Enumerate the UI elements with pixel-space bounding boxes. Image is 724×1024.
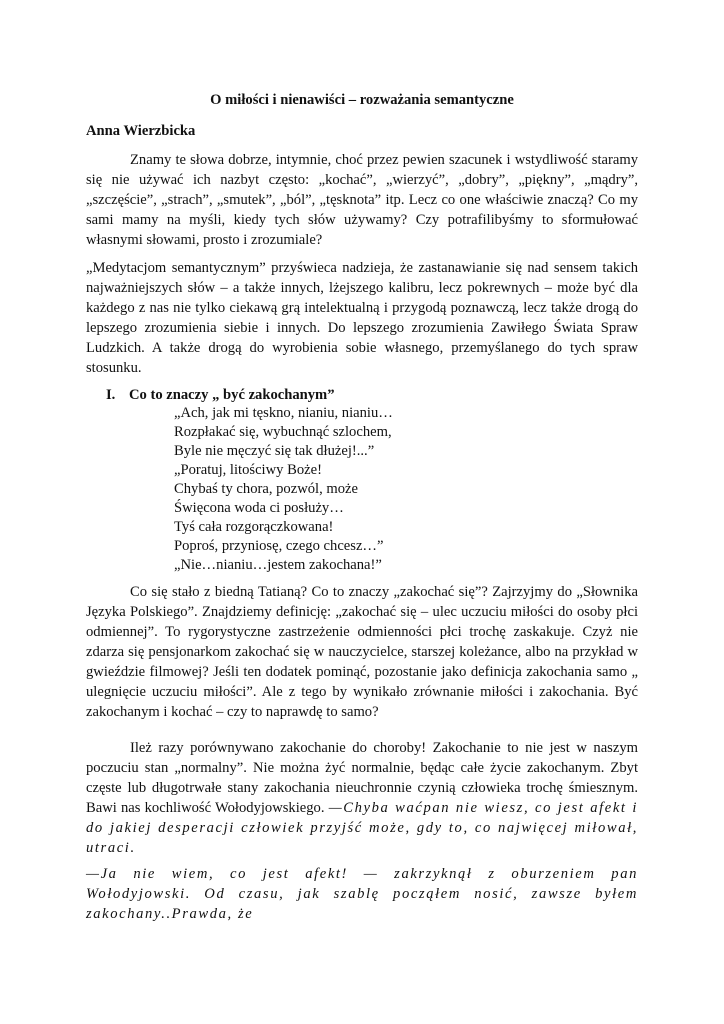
poem-line: „Ach, jak mi tęskno, nianiu, nianiu… bbox=[174, 405, 393, 421]
poem-block bbox=[174, 404, 393, 575]
poem-line: Poproś, przyniosę, czego chcesz…” bbox=[174, 538, 384, 554]
paragraph-3: Co się stało z biedną Tatianą? Co to znaczy „zakochać się”? Zajrzyjmy do „Słownika Języka Polskiego”. Znajdziemy definicję: „zakochać się – ulec uczuciu miłości do osoby płci odmiennej”. To rygorystyczne zastrzeżenie odmienności płci trochę zaskakuje. Czyż nie zdarza się pensjonarkom zakochać się w nauczycielce, starszej koleżance, albo na przykład w gwieździe filmowej? Jeśli ten dodatek pominąć, pozostanie jako definicja zakochania samo „ ulegnięcie uczuciu miłości”. Ale z tego by wynikało zrównanie miłości i zakochania. Być zakochanym i kochać – czy to naprawdę to samo? bbox=[86, 584, 638, 720]
poem-line: Tyś cała rozgorączkowana! bbox=[174, 519, 334, 535]
poem-line: Rozpłakać się, wybuchnąć szlochem, bbox=[174, 424, 392, 440]
poem-line: „Poratuj, litościwy Boże! bbox=[174, 462, 322, 478]
paragraph-2: „Medytacjom semantycznym” przyświeca nadzieja, że zastanawianie się nad sensem takich najważniejszych słów – a także innych, lżejszego kalibru, lecz pokrewnych – może być dla każdego z nas nie tylko ciekawą grą intelektualną i przygodą poznawczą, lecz także drogą do lepszego zrozumienia siebie i innych. Do lepszego zrozumienia Zawiłego Świata Spraw Ludzkich. A także drogą do wyrobienia sobie własnego, przemyślanego do tych spraw stosunku. bbox=[86, 260, 638, 376]
poem-line: „Nie…nianiu…jestem zakochana!” bbox=[174, 557, 382, 573]
paragraph-5-quote: —Ja nie wiem, co jest afekt! — zakrzyknął z oburzeniem pan Wołodyjowski. Od czasu, jak szablę począłem nosić, zawsze byłem zakochany..Prawda, że bbox=[86, 866, 638, 922]
poem-line: Byle nie męczyć się tak dłużej!...” bbox=[174, 443, 375, 459]
poem-line: Chybaś ty chora, pozwól, może bbox=[174, 481, 358, 497]
poem-line: Święcona woda ci posłuży… bbox=[174, 500, 344, 516]
section-title: Co to znaczy „ być zakochanym” bbox=[129, 387, 335, 403]
section-number: I. bbox=[106, 387, 116, 403]
paragraph-4-quote: —Chyba waćpan nie wiesz, co jest afekt i do jakiej desperacji człowiek przyjść może, gdy to, co najwięcej miłował, utraci. bbox=[86, 800, 638, 856]
section-heading bbox=[106, 385, 335, 405]
paragraph-4-text: Ileż razy porównywano zakochanie do choroby! Zakochanie to nie jest w naszym poczuciu stan „normalny”. Nie można żyć normalnie, będąc całe życie zakochanym. Zbyt częste lub długotrwałe stany zakochania nieuchronnie czynią człowieka trochę śmiesznym. Bawi nas kochliwość Wołodyjowskiego. bbox=[86, 740, 638, 816]
author-name: Anna Wierzbicka bbox=[86, 123, 196, 139]
paragraph-4 bbox=[86, 738, 638, 858]
paragraph-1: Znamy te słowa dobrze, intymnie, choć przez pewien szacunek i wstydliwość staramy się nie używać ich nazbyt często: „kochać”, „wierzyć”, „dobry”, „piękny”, „mądry”, „szczęście”, „strach”, „smutek”, „ból”, „tęsknota” itp. Lecz co one właściwie znaczą? Co my sami mamy na myśli, kiedy tych słów używamy? Czy potrafilibyśmy to sformułować własnymi słowami, prosto i zrozumiale? bbox=[86, 152, 638, 248]
document-title: O miłości i nienawiści – rozważania semantyczne bbox=[210, 92, 514, 108]
